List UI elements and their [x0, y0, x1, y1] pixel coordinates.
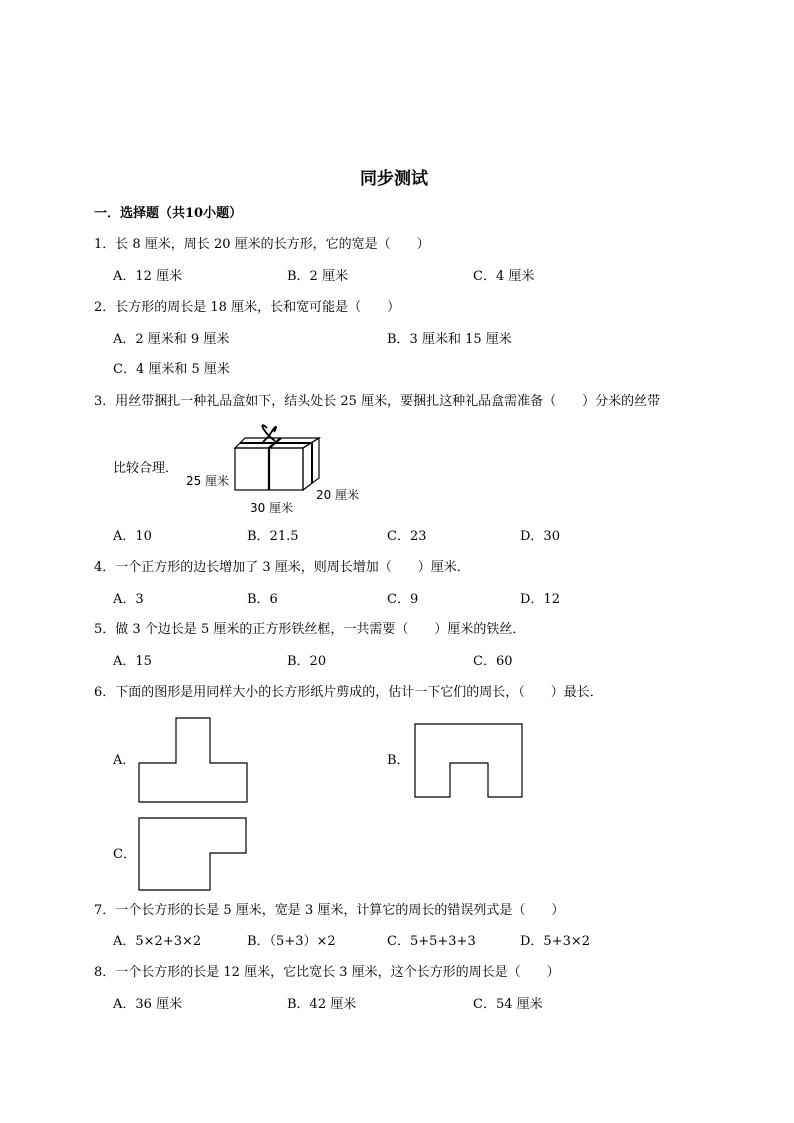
section-heading: 一．选择题（共10小题）	[94, 206, 243, 221]
gift-box-figure	[230, 420, 330, 495]
question-3-option-b[interactable]: B．21.5	[247, 529, 299, 544]
question-7-stem: 7．一个长方形的长是 5 厘米，宽是 3 厘米，计算它的周长的错误列式是（ ）	[94, 903, 565, 918]
question-8-option-a[interactable]: A．36 厘米	[113, 997, 183, 1012]
shape-c-figure	[138, 817, 250, 895]
question-2-option-c[interactable]: C．4 厘米和 5 厘米	[113, 362, 230, 377]
question-5-option-b[interactable]: B．20	[287, 654, 327, 669]
question-7-option-b[interactable]: B．（5+3）×2	[247, 934, 336, 949]
box-left-label: 25 厘米	[186, 474, 230, 488]
question-3-option-a[interactable]: A．10	[113, 529, 152, 544]
question-2-option-b[interactable]: B．3 厘米和 15 厘米	[387, 332, 512, 347]
question-6-stem: 6．下面的图形是用同样大小的长方形纸片剪成的，估计一下它们的周长，（ ）最长．	[94, 685, 603, 700]
question-2-stem: 2．长方形的周长是 18 厘米，长和宽可能是（ ）	[94, 300, 401, 315]
question-6-option-c[interactable]: C．	[113, 847, 136, 862]
question-6-option-b[interactable]: B．	[387, 753, 410, 768]
shape-b-figure	[414, 722, 526, 802]
question-5-option-c[interactable]: C．60	[473, 654, 513, 669]
question-5-stem: 5．做 3 个边长是 5 厘米的正方形铁丝框，一共需要（ ）厘米的铁丝．	[94, 622, 526, 637]
question-4-option-b[interactable]: B．6	[247, 592, 278, 607]
question-6-option-a[interactable]: A．	[113, 753, 136, 768]
question-1-option-a[interactable]: A．12 厘米	[113, 269, 183, 284]
question-4-option-d[interactable]: D．12	[520, 592, 560, 607]
question-4-option-c[interactable]: C．9	[387, 592, 419, 607]
question-3-stem-continued: 比较合理．	[113, 461, 179, 476]
question-7-option-c[interactable]: C．5+5+3+3	[387, 934, 476, 949]
page-title: 同步测试	[360, 169, 428, 189]
question-8-stem: 8．一个长方形的长是 12 厘米，它比宽长 3 厘米，这个长方形的周长是（ ）	[94, 965, 560, 980]
question-1-option-b[interactable]: B．2 厘米	[287, 269, 348, 284]
question-2-option-a[interactable]: A．2 厘米和 9 厘米	[113, 332, 230, 347]
question-7-option-a[interactable]: A．5×2+3×2	[113, 934, 202, 949]
box-bottom-label: 30 厘米	[250, 501, 294, 515]
question-1-stem: 1．长 8 厘米，周长 20 厘米的长方形，它的宽是（ ）	[94, 237, 430, 252]
question-5-option-a[interactable]: A．15	[113, 654, 152, 669]
question-8-option-c[interactable]: C．54 厘米	[473, 997, 543, 1012]
question-1-option-c[interactable]: C．4 厘米	[473, 269, 535, 284]
shape-a-figure	[138, 717, 250, 805]
question-3-option-d[interactable]: D．30	[520, 529, 560, 544]
question-3-option-c[interactable]: C．23	[387, 529, 427, 544]
question-7-option-d[interactable]: D．5+3×2	[520, 934, 591, 949]
question-4-stem: 4．一个正方形的边长增加了 3 厘米，则周长增加（ ）厘米．	[94, 560, 470, 575]
question-8-option-b[interactable]: B．42 厘米	[287, 997, 357, 1012]
box-right-label: 20 厘米	[316, 488, 360, 502]
question-4-option-a[interactable]: A．3	[113, 592, 144, 607]
question-3-stem: 3．用丝带捆扎一种礼品盒如下，结头处长 25 厘米，要捆扎这种礼品盒需准备（ ）分米的丝带	[94, 394, 661, 409]
